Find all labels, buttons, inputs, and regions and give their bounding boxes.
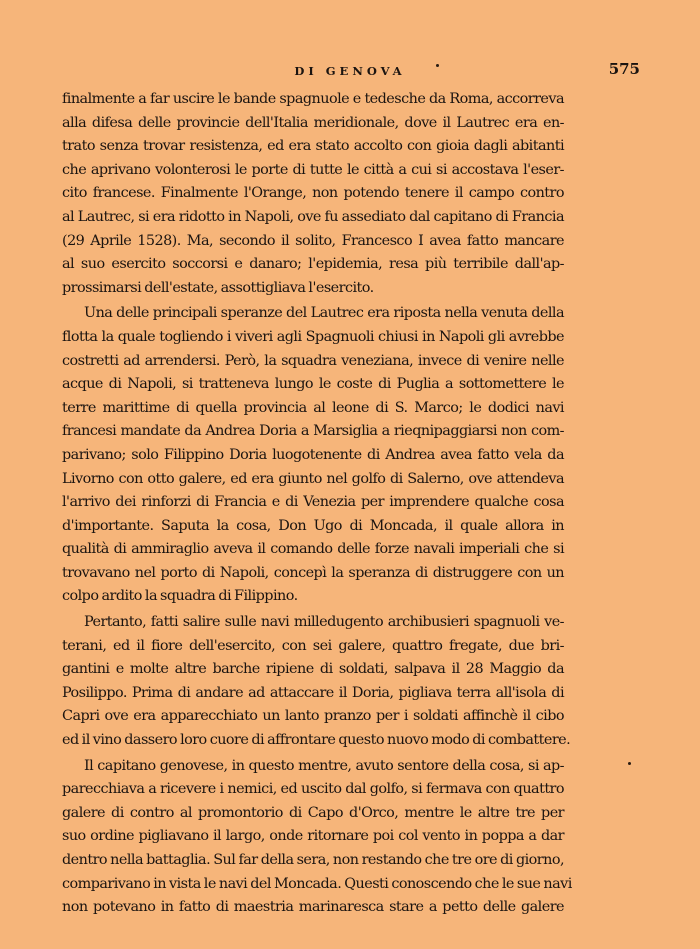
text-line: trovavano nel porto di Napoli, concepì la speranza di distruggere con un	[62, 564, 564, 581]
running-title: DI GENOVA	[294, 64, 406, 78]
body-text	[62, 88, 572, 920]
text-line: comparivano in vista le navi del Moncada. Questi conoscendo che le sue navi	[62, 875, 572, 892]
text-line: che aprivano volonterosi le porte di tutte le città a cui si accostava l'eser-	[62, 161, 564, 178]
text-line: suo ordine pigliavano il largo, onde ritornare poi col vento in poppa a dar	[62, 828, 564, 845]
paragraph-2	[62, 302, 564, 609]
running-head	[52, 60, 648, 82]
text-line: trato senza trovar resistenza, ed era stato accolto con gioia dagli abitanti	[62, 138, 564, 155]
text-line: galere di contro al promontorio di Capo d'Orco, mentre le altre tre per	[62, 804, 564, 821]
text-line: terre marittime di quella provincia al leone di S. Marco; le dodici navi	[62, 399, 564, 416]
text-line: Posilippo. Prima di andare ad attaccare il Doria, pigliava terra all'isola di	[62, 684, 564, 701]
print-speck	[436, 64, 439, 67]
text-line: flotta la quale togliendo i viveri agli Spagnuoli chiusi in Napoli gli avrebbe	[62, 328, 564, 345]
text-line: al Lautrec, si era ridotto in Napoli, ove fu assediato dal capitano di Francia	[62, 208, 564, 225]
page-number: 575	[608, 60, 640, 78]
paragraph-1	[62, 88, 564, 300]
text-line: acque di Napoli, si tratteneva lungo le coste di Puglia a sottomettere le	[62, 376, 564, 393]
text-line: (29 Aprile 1528). Ma, secondo il solito, Francesco I avea fatto mancare	[62, 232, 564, 249]
text-line: ed il vino dassero loro cuore di affrontare questo nuovo modo di combattere.	[62, 732, 571, 749]
paragraph-4	[62, 755, 572, 920]
paragraph-3	[62, 611, 571, 753]
text-line: alla difesa delle provincie dell'Italia meridionale, dove il Lautrec era en-	[62, 114, 564, 131]
text-line: gantini e molte altre barche ripiene di soldati, salpava il 28 Maggio da	[62, 661, 564, 678]
text-line: costretti ad arrendersi. Però, la squadra veneziana, invece di venire nelle	[62, 352, 564, 369]
text-line: parivano; solo Filippino Doria luogotenente di Andrea avea fatto vela da	[62, 446, 564, 463]
text-line: prossimarsi dell'estate, assottigliava l'esercito.	[62, 279, 374, 296]
text-line: finalmente a far uscire le bande spagnuole e tedesche da Roma, accorreva	[62, 91, 564, 107]
text-line: Una delle principali speranze del Lautrec era riposta nella venuta della	[84, 305, 564, 322]
text-line: al suo esercito soccorsi e danaro; l'epidemia, resa più terribile dall'ap-	[62, 256, 564, 273]
text-line: non potevano in fatto di maestria marinaresca stare a petto delle galere	[62, 899, 564, 916]
text-line: qualità di ammiraglio aveva il comando delle forze navali imperiali che si	[62, 541, 564, 558]
text-line: l'arrivo dei rinforzi di Francia e di Venezia per imprendere qualche cosa	[62, 494, 564, 511]
text-line: terani, ed il fiore dell'esercito, con sei galere, quattro fregate, due bri-	[62, 637, 564, 654]
text-line: Capri ove era apparecchiato un lanto pranzo per i soldati affinchè il cibo	[62, 708, 564, 725]
text-line: francesi mandate da Andrea Doria a Marsiglia a rieqnipaggiarsi non com-	[62, 423, 564, 440]
text-line: parecchiava a ricevere i nemici, ed uscito dal golfo, si fermava con quattro	[62, 781, 564, 798]
text-line: d'importante. Saputa la cosa, Don Ugo di Moncada, il quale allora in	[62, 517, 564, 534]
text-line: Pertanto, fatti salire sulle navi milledugento archibusieri spagnuoli ve-	[84, 614, 564, 631]
text-line: colpo ardito la squadra di Filippino.	[62, 588, 298, 605]
text-line: cito francese. Finalmente l'Orange, non potendo tenere il campo contro	[62, 185, 564, 202]
text-line: Il capitano genovese, in questo mentre, avuto sentore della cosa, si ap-	[84, 757, 564, 774]
print-speck	[628, 762, 631, 765]
text-line: Livorno con otto galere, ed era giunto nel golfo di Salerno, ove attendeva	[62, 470, 564, 487]
text-line: dentro nella battaglia. Sul far della sera, non restando che tre ore di giorno,	[62, 852, 564, 868]
